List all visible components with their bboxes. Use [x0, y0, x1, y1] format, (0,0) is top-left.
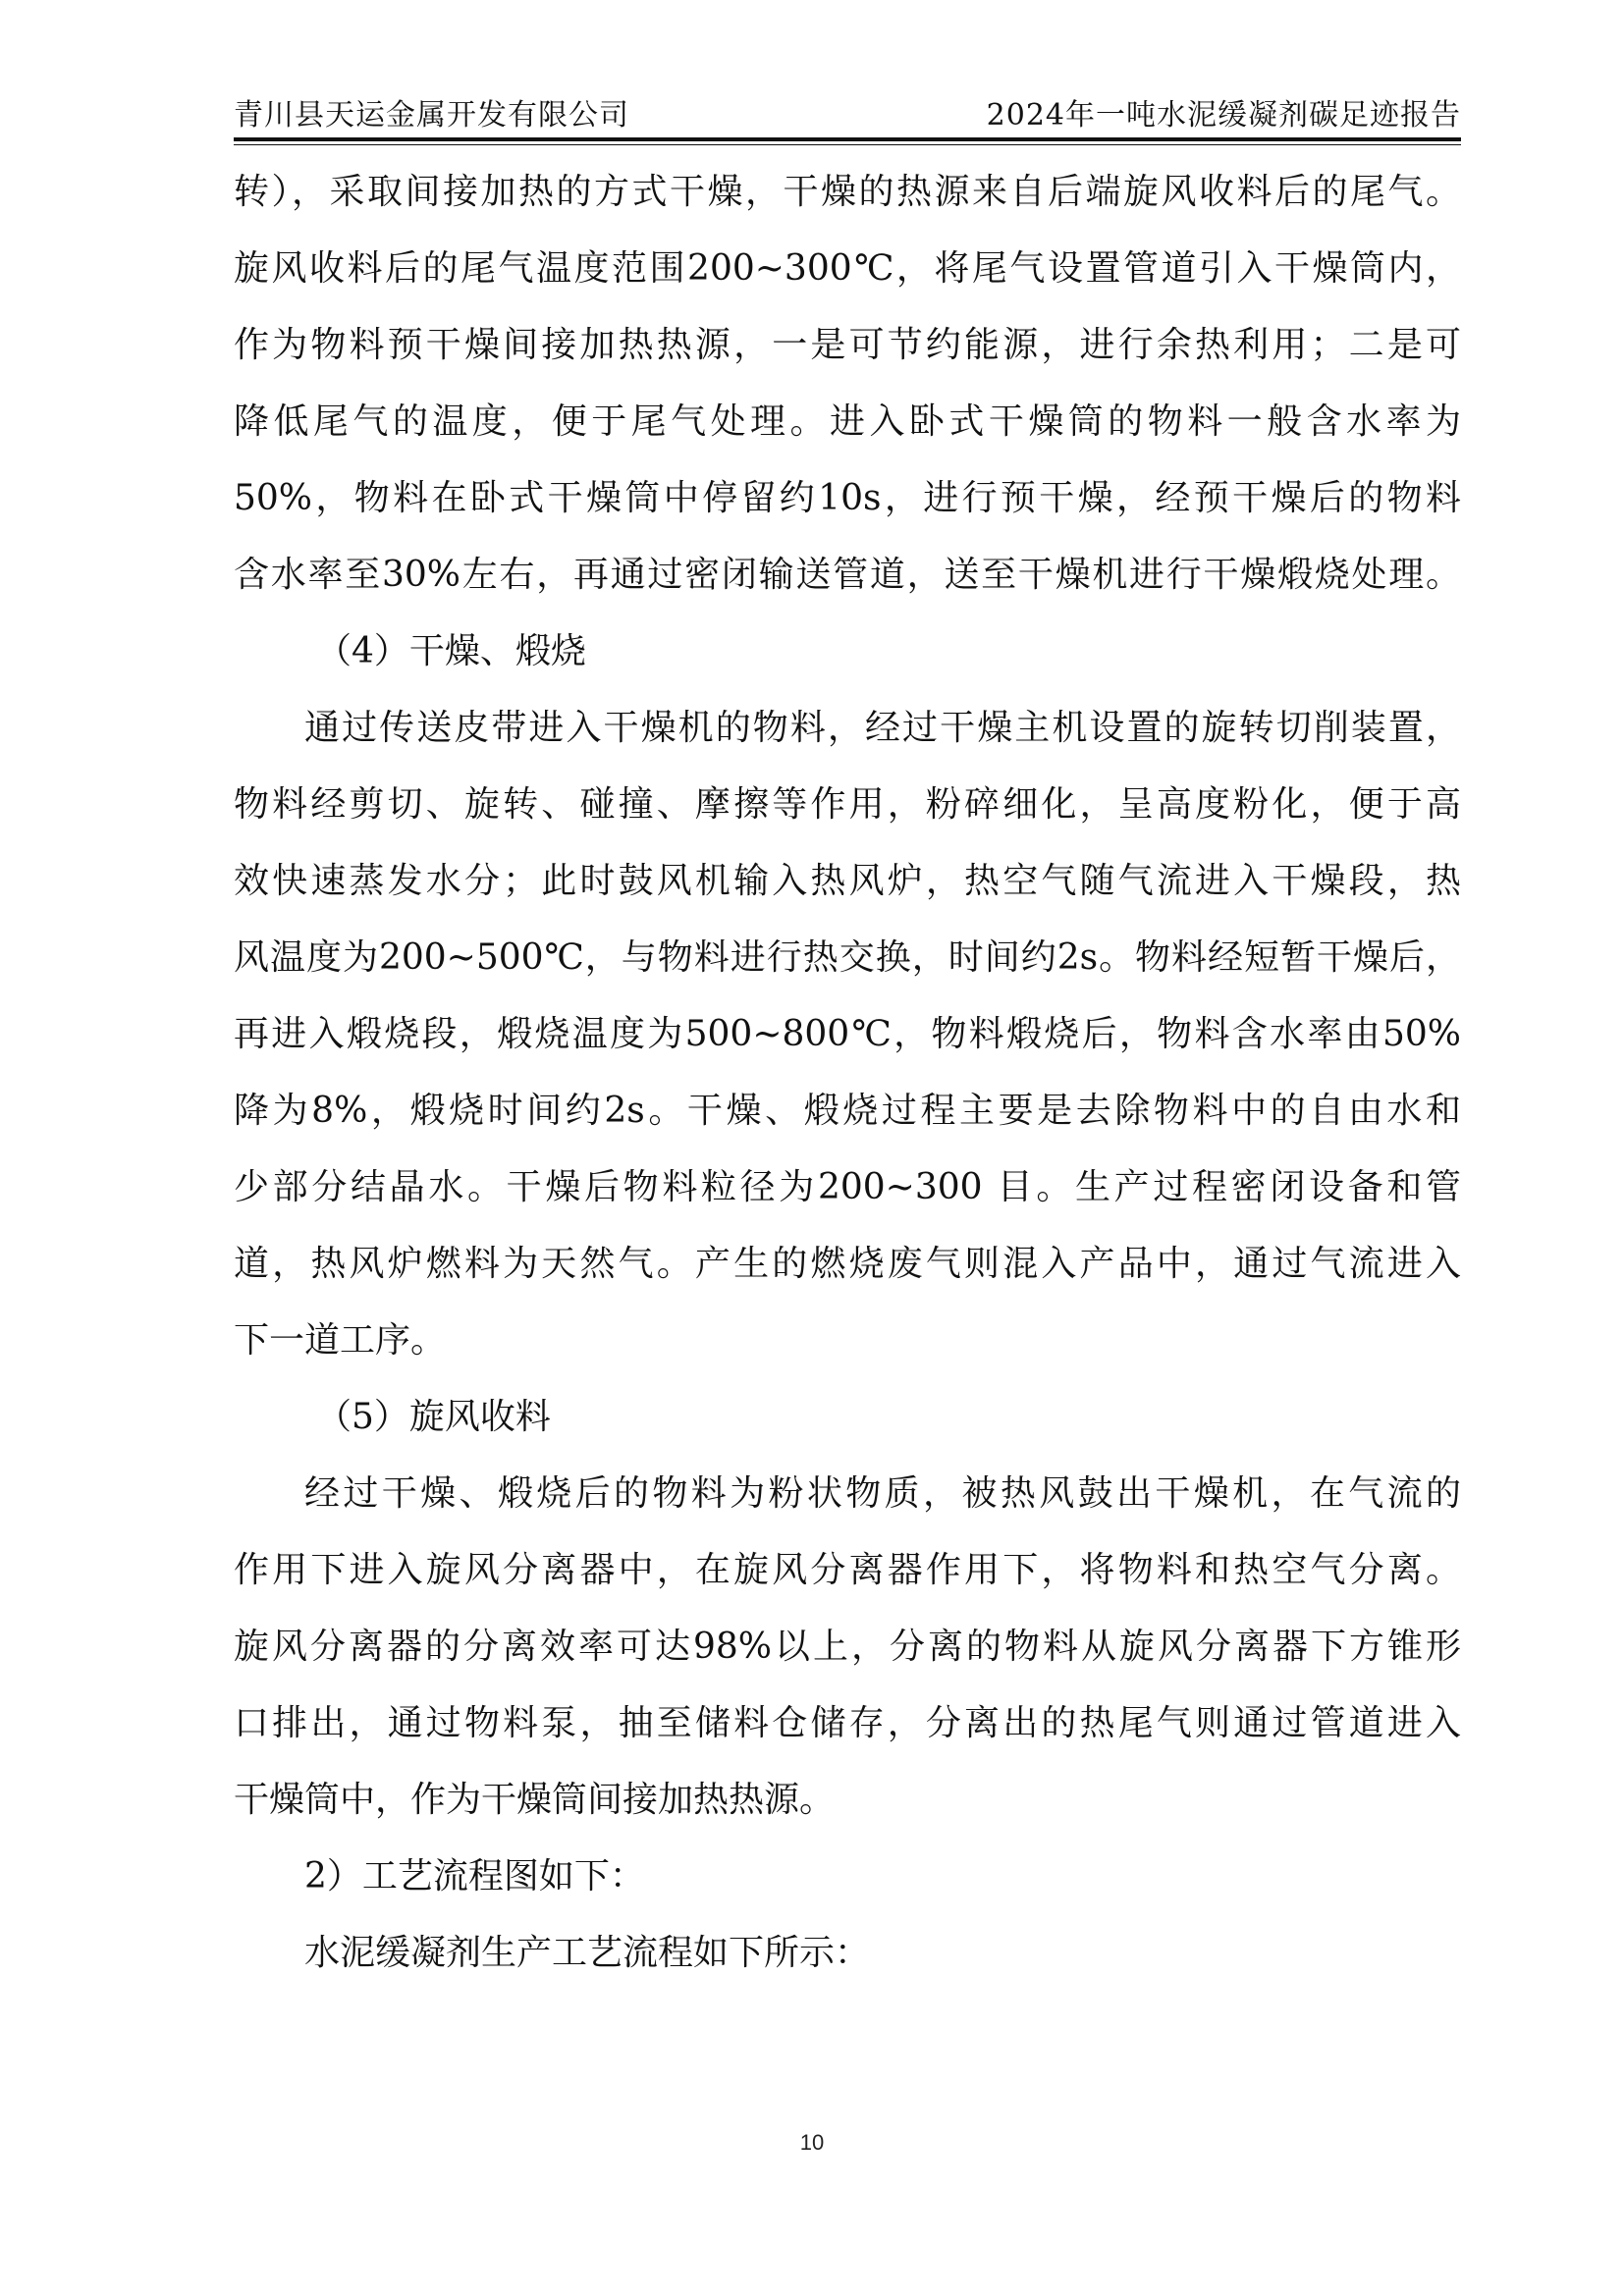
section-heading: （5）旋风收料 [316, 1397, 551, 1437]
text-line: 作为物料预干燥间接加热热源，一是可节约能源，进行余热利用；二是可 [234, 325, 1461, 365]
text-line: 旋风收料后的尾气温度范围200~300℃，将尾气设置管道引入干燥筒内， [234, 248, 1461, 289]
body-text [234, 154, 1461, 1992]
text-line: 水泥缓凝剂生产工艺流程如下所示： [304, 1933, 871, 1973]
text-line: 含水率至30%左右，再通过密闭输送管道，送至干燥机进行干燥煅烧处理。 [234, 555, 1461, 595]
text-line: 效快速蒸发水分；此时鼓风机输入热风炉，热空气随气流进入干燥段，热 [234, 861, 1461, 901]
text-line: 口排出，通过物料泵，抽至储料仓储存，分离出的热尾气则通过管道进入 [234, 1703, 1461, 1743]
text-line: 道，热风炉燃料为天然气。产生的燃烧废气则混入产品中，通过气流进入 [234, 1244, 1461, 1284]
text-line: 风温度为200~500℃，与物料进行热交换，时间约2s。物料经短暂干燥后， [234, 937, 1461, 978]
header-rule-thin [234, 144, 1461, 145]
page-header [234, 94, 1461, 139]
section-heading: （4）干燥、煅烧 [316, 631, 586, 671]
text-line: 降为8%，煅烧时间约2s。干燥、煅烧过程主要是去除物料中的自由水和 [234, 1091, 1461, 1131]
header-rule-thick [234, 137, 1461, 141]
text-line: 旋风分离器的分离效率可达98%以上，分离的物料从旋风分离器下方锥形 [234, 1627, 1461, 1667]
text-line: 降低尾气的温度，便于尾气处理。进入卧式干燥筒的物料一般含水率为 [234, 401, 1461, 442]
header-report-title: 2024年一吨水泥缓凝剂碳足迹报告 [986, 98, 1461, 133]
text-line: 转），采取间接加热的方式干燥，干燥的热源来自后端旋风收料后的尾气。 [234, 172, 1461, 212]
page-number: 10 [799, 2130, 825, 2155]
text-line: 少部分结晶水。干燥后物料粒径为200~300 目。生产过程密闭设备和管 [234, 1167, 1461, 1207]
section-heading: 2）工艺流程图如下： [304, 1856, 645, 1896]
text-line: 再进入煅烧段，煅烧温度为500~800℃，物料煅烧后，物料含水率由50% [234, 1014, 1461, 1054]
text-line: 经过干燥、煅烧后的物料为粉状物质，被热风鼓出干燥机，在气流的 [304, 1473, 1461, 1514]
text-line: 物料经剪切、旋转、碰撞、摩擦等作用，粉碎细化，呈高度粉化，便于高 [234, 784, 1461, 825]
text-line: 作用下进入旋风分离器中，在旋风分离器作用下，将物料和热空气分离。 [234, 1550, 1461, 1590]
header-company-name: 青川县天运金属开发有限公司 [234, 98, 629, 133]
text-line: 干燥筒中，作为干燥筒间接加热热源。 [234, 1780, 836, 1820]
text-line: 下一道工序。 [234, 1320, 447, 1361]
text-line: 通过传送皮带进入干燥机的物料，经过干燥主机设置的旋转切削装置， [304, 708, 1461, 748]
text-line: 50%，物料在卧式干燥筒中停留约10s，进行预干燥，经预干燥后的物料 [234, 478, 1461, 518]
